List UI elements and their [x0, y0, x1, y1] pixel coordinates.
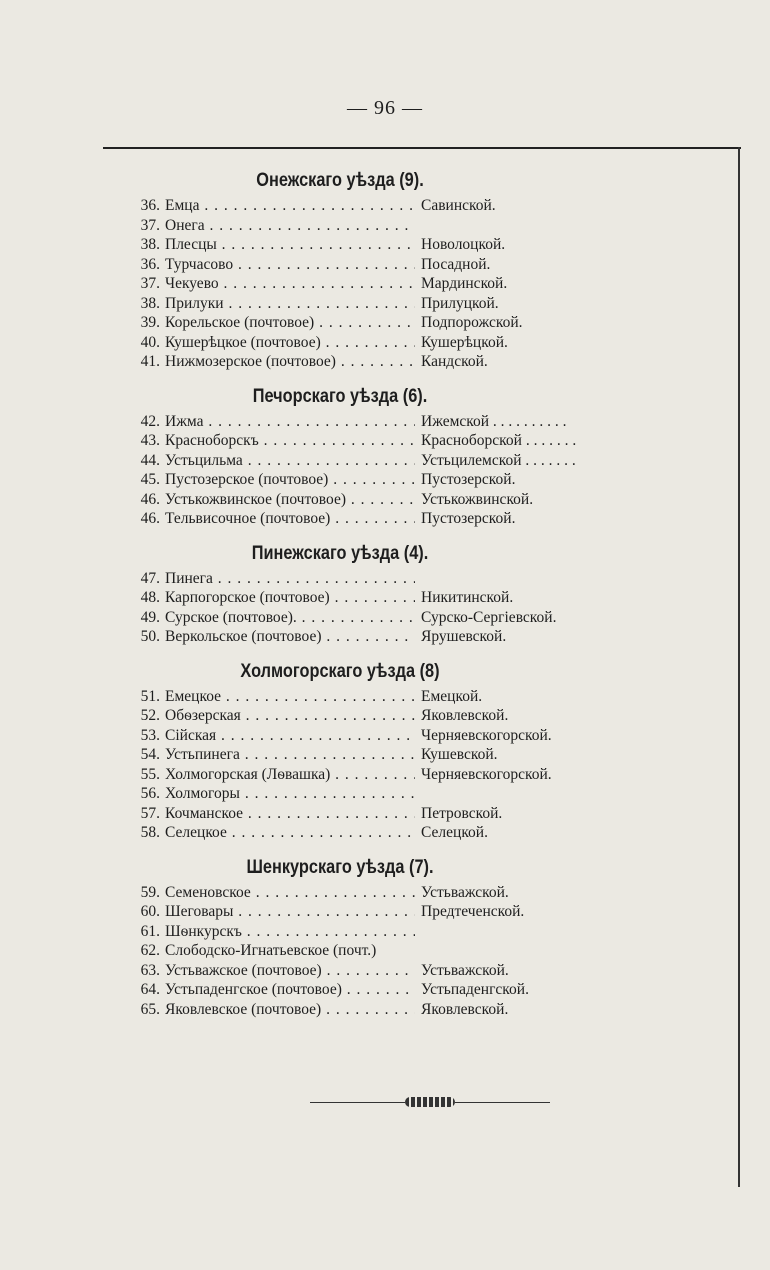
list-item — [120, 216, 720, 236]
entry-number: 61. — [140, 922, 160, 940]
list-item — [120, 941, 720, 961]
section-title: Шенкурскаго уѣзда (7). — [246, 856, 434, 878]
entry-number: 62. — [140, 942, 160, 959]
station-name: Пинега . . . — [165, 569, 415, 589]
entry-list — [120, 569, 720, 647]
volost-name: Устьважской. — [421, 961, 509, 979]
entry-number: 46. — [140, 490, 160, 508]
volost-name: Савинской. — [421, 197, 496, 214]
station-name: Онега . . . — [165, 216, 415, 236]
top-rule — [103, 147, 741, 149]
station-name: Тельвисочное (почтовое) . . . — [165, 509, 415, 529]
entry-number: 55. — [140, 765, 160, 783]
entry-number: 42. — [140, 412, 160, 430]
list-item — [120, 1000, 720, 1020]
list-item — [120, 470, 720, 490]
station-name: Устькожвинское (почтовое) . . . — [165, 490, 415, 510]
station-name: Карпогорское (почтовое) . . . — [165, 588, 415, 608]
list-item — [120, 784, 720, 804]
station-name: Пустозерское (почтовое) . . . — [165, 470, 415, 490]
entry-list — [120, 883, 720, 1020]
entry-number: 52. — [140, 707, 160, 724]
entry-number: 41. — [140, 353, 160, 370]
entry-number: 46. — [140, 510, 160, 527]
list-item — [120, 509, 720, 529]
district-section — [120, 166, 720, 372]
volost-name: Яковлевской. — [421, 707, 509, 724]
section-title: Печорскаго уѣзда (6). — [252, 385, 428, 407]
list-item — [120, 706, 720, 726]
station-name: Нижмозерское (почтовое) . . . — [165, 352, 415, 372]
section-title: Онежскаго уѣзда (9). — [256, 170, 424, 191]
station-name: Обѳзерская . . . — [165, 706, 415, 726]
entry-number: 38. — [140, 294, 160, 312]
list-item — [120, 627, 720, 647]
entry-number: 59. — [140, 883, 160, 901]
list-item — [120, 569, 720, 589]
district-section — [120, 539, 720, 647]
station-name: Емца . . . — [165, 196, 415, 216]
station-name: Веркольское (почтовое) . . . — [165, 627, 415, 647]
station-name: Слободско-Игнатьевское (почт.) — [165, 942, 377, 959]
volost-name: Устьцилемской . . . . . . . — [421, 451, 576, 469]
district-section — [120, 382, 720, 529]
volost-name: Яковлевской. — [421, 1000, 509, 1018]
volost-name: Предтеченской. — [421, 903, 525, 920]
volost-name: Прилуцкой. — [421, 294, 499, 312]
station-name: Шѳнкурскъ . . . — [165, 922, 415, 942]
entry-number: 57. — [140, 804, 160, 822]
volost-name — [415, 569, 421, 589]
entry-number: 40. — [140, 333, 160, 351]
volost-name: Черняевскогорской. — [421, 765, 552, 783]
entry-number: 58. — [140, 824, 160, 841]
entry-number: 48. — [140, 589, 160, 606]
list-item — [120, 412, 720, 432]
list-item — [120, 274, 720, 294]
volost-name: Черняевскогорской. — [421, 726, 552, 744]
station-name: Кочманское . . . — [165, 804, 415, 824]
list-item — [120, 765, 720, 785]
page-number: — 96 — — [347, 97, 423, 119]
list-item — [120, 294, 720, 314]
station-name: Холмогоры . . . — [165, 784, 415, 804]
district-section — [120, 657, 720, 843]
list-item — [120, 726, 720, 746]
station-name: Сійская . . . — [165, 726, 415, 746]
entry-number: 50. — [140, 628, 160, 645]
list-item — [120, 745, 720, 765]
list-item — [120, 255, 720, 275]
section-title: Пинежскаго уѣзда (4). — [251, 542, 429, 564]
entry-number: 44. — [140, 451, 160, 469]
entry-number: 45. — [140, 471, 160, 488]
entry-number: 43. — [140, 432, 160, 449]
station-name: Красноборскъ . . . — [165, 431, 415, 451]
volost-name: Кушерѣцкой. — [421, 333, 508, 351]
entry-number: 63. — [140, 961, 160, 979]
station-name: Плесцы . . . — [165, 235, 415, 255]
side-rule — [738, 147, 740, 1187]
entry-list — [120, 196, 720, 372]
list-item — [120, 902, 720, 922]
station-name: Турчасово . . . — [165, 255, 415, 275]
list-item — [120, 431, 720, 451]
entry-number: 60. — [140, 903, 160, 920]
entry-number: 64. — [140, 981, 160, 998]
volost-name: Емецкой. — [421, 687, 483, 705]
list-item — [120, 235, 720, 255]
list-item — [120, 961, 720, 981]
list-item — [120, 687, 720, 707]
volost-name: Устькожвинской. — [421, 490, 534, 508]
ornament-divider — [310, 1097, 550, 1109]
volost-name: Устьпаденгской. — [421, 981, 529, 998]
station-name: Кушерѣцкое (почтовое) . . . — [165, 333, 415, 353]
station-name: Емецкое . . . — [165, 687, 415, 707]
station-name: Селецкое . . . — [165, 823, 415, 843]
volost-name: Пустозерской. — [421, 510, 516, 527]
entry-number: 56. — [140, 785, 160, 802]
station-name: Устьважское (почтовое) . . . — [165, 961, 415, 981]
station-name: Сурское (почтовое). . . . — [165, 608, 415, 628]
volost-name: Кандской. — [421, 353, 488, 370]
volost-name: Новолоцкой. — [421, 236, 506, 253]
entry-number: 53. — [140, 726, 160, 744]
volost-name — [415, 922, 421, 942]
volost-name: Петровской. — [421, 804, 503, 822]
volost-name: Пустозерской. — [421, 471, 516, 488]
list-item — [120, 588, 720, 608]
volost-name: Никитинской. — [421, 589, 514, 606]
volost-name: Посадной. — [421, 255, 491, 273]
list-item — [120, 823, 720, 843]
list-item — [120, 883, 720, 903]
list-item — [120, 352, 720, 372]
list-content — [120, 166, 720, 1029]
entry-number: 54. — [140, 746, 160, 763]
volost-name: Ярушевской. — [421, 628, 507, 645]
station-name: Устьпаденгское (почтовое) . . . — [165, 980, 415, 1000]
station-name: Чекуево . . . — [165, 274, 415, 294]
entry-number: 47. — [140, 569, 160, 587]
entry-number: 37. — [140, 216, 160, 234]
entry-list — [120, 412, 720, 529]
entry-number: 39. — [140, 314, 160, 331]
station-name: Прилуки . . . — [165, 294, 415, 314]
volost-name: Мардинской. — [421, 275, 508, 292]
volost-name — [415, 784, 421, 804]
station-name: Ижма . . . — [165, 412, 415, 432]
volost-name: Селецкой. — [421, 824, 488, 841]
station-name: Семеновское . . . — [165, 883, 415, 903]
volost-name: Сурско-Сергіевской. — [421, 608, 557, 626]
station-name: Яковлевское (почтовое) . . . — [165, 1000, 415, 1020]
list-item — [120, 980, 720, 1000]
entry-number: 37. — [140, 275, 160, 292]
entry-number: 51. — [140, 687, 160, 705]
list-item — [120, 608, 720, 628]
volost-name — [415, 216, 421, 236]
entry-number: 49. — [140, 608, 160, 626]
station-name: Корельское (почтовое) . . . — [165, 313, 415, 333]
list-item — [120, 490, 720, 510]
volost-name: Устьважской. — [421, 883, 509, 901]
volost-name: Подпорожской. — [421, 314, 523, 331]
volost-name: Кушевской. — [421, 746, 498, 763]
station-name: Холмогорская (Лѳвашка) . . . — [165, 765, 415, 785]
volost-name: Ижемской . . . . . . . . . . — [421, 412, 567, 430]
entry-list — [120, 687, 720, 843]
list-item — [120, 196, 720, 216]
section-title: Холмогорскаго уѣзда (8) — [240, 660, 440, 682]
list-item — [120, 313, 720, 333]
station-name: Устьцильма . . . — [165, 451, 415, 471]
district-section — [120, 853, 720, 1020]
entry-number: 36. — [140, 255, 160, 273]
volost-name: Красноборской . . . . . . . — [421, 432, 577, 449]
list-item — [120, 804, 720, 824]
entry-number: 38. — [140, 236, 160, 253]
list-item — [120, 333, 720, 353]
entry-number: 65. — [140, 1000, 160, 1018]
volost-name — [415, 941, 421, 961]
entry-number: 36. — [140, 197, 160, 214]
station-name: Шеговары . . . — [165, 902, 415, 922]
list-item — [120, 922, 720, 942]
station-name: Устьпинега . . . — [165, 745, 415, 765]
list-item — [120, 451, 720, 471]
